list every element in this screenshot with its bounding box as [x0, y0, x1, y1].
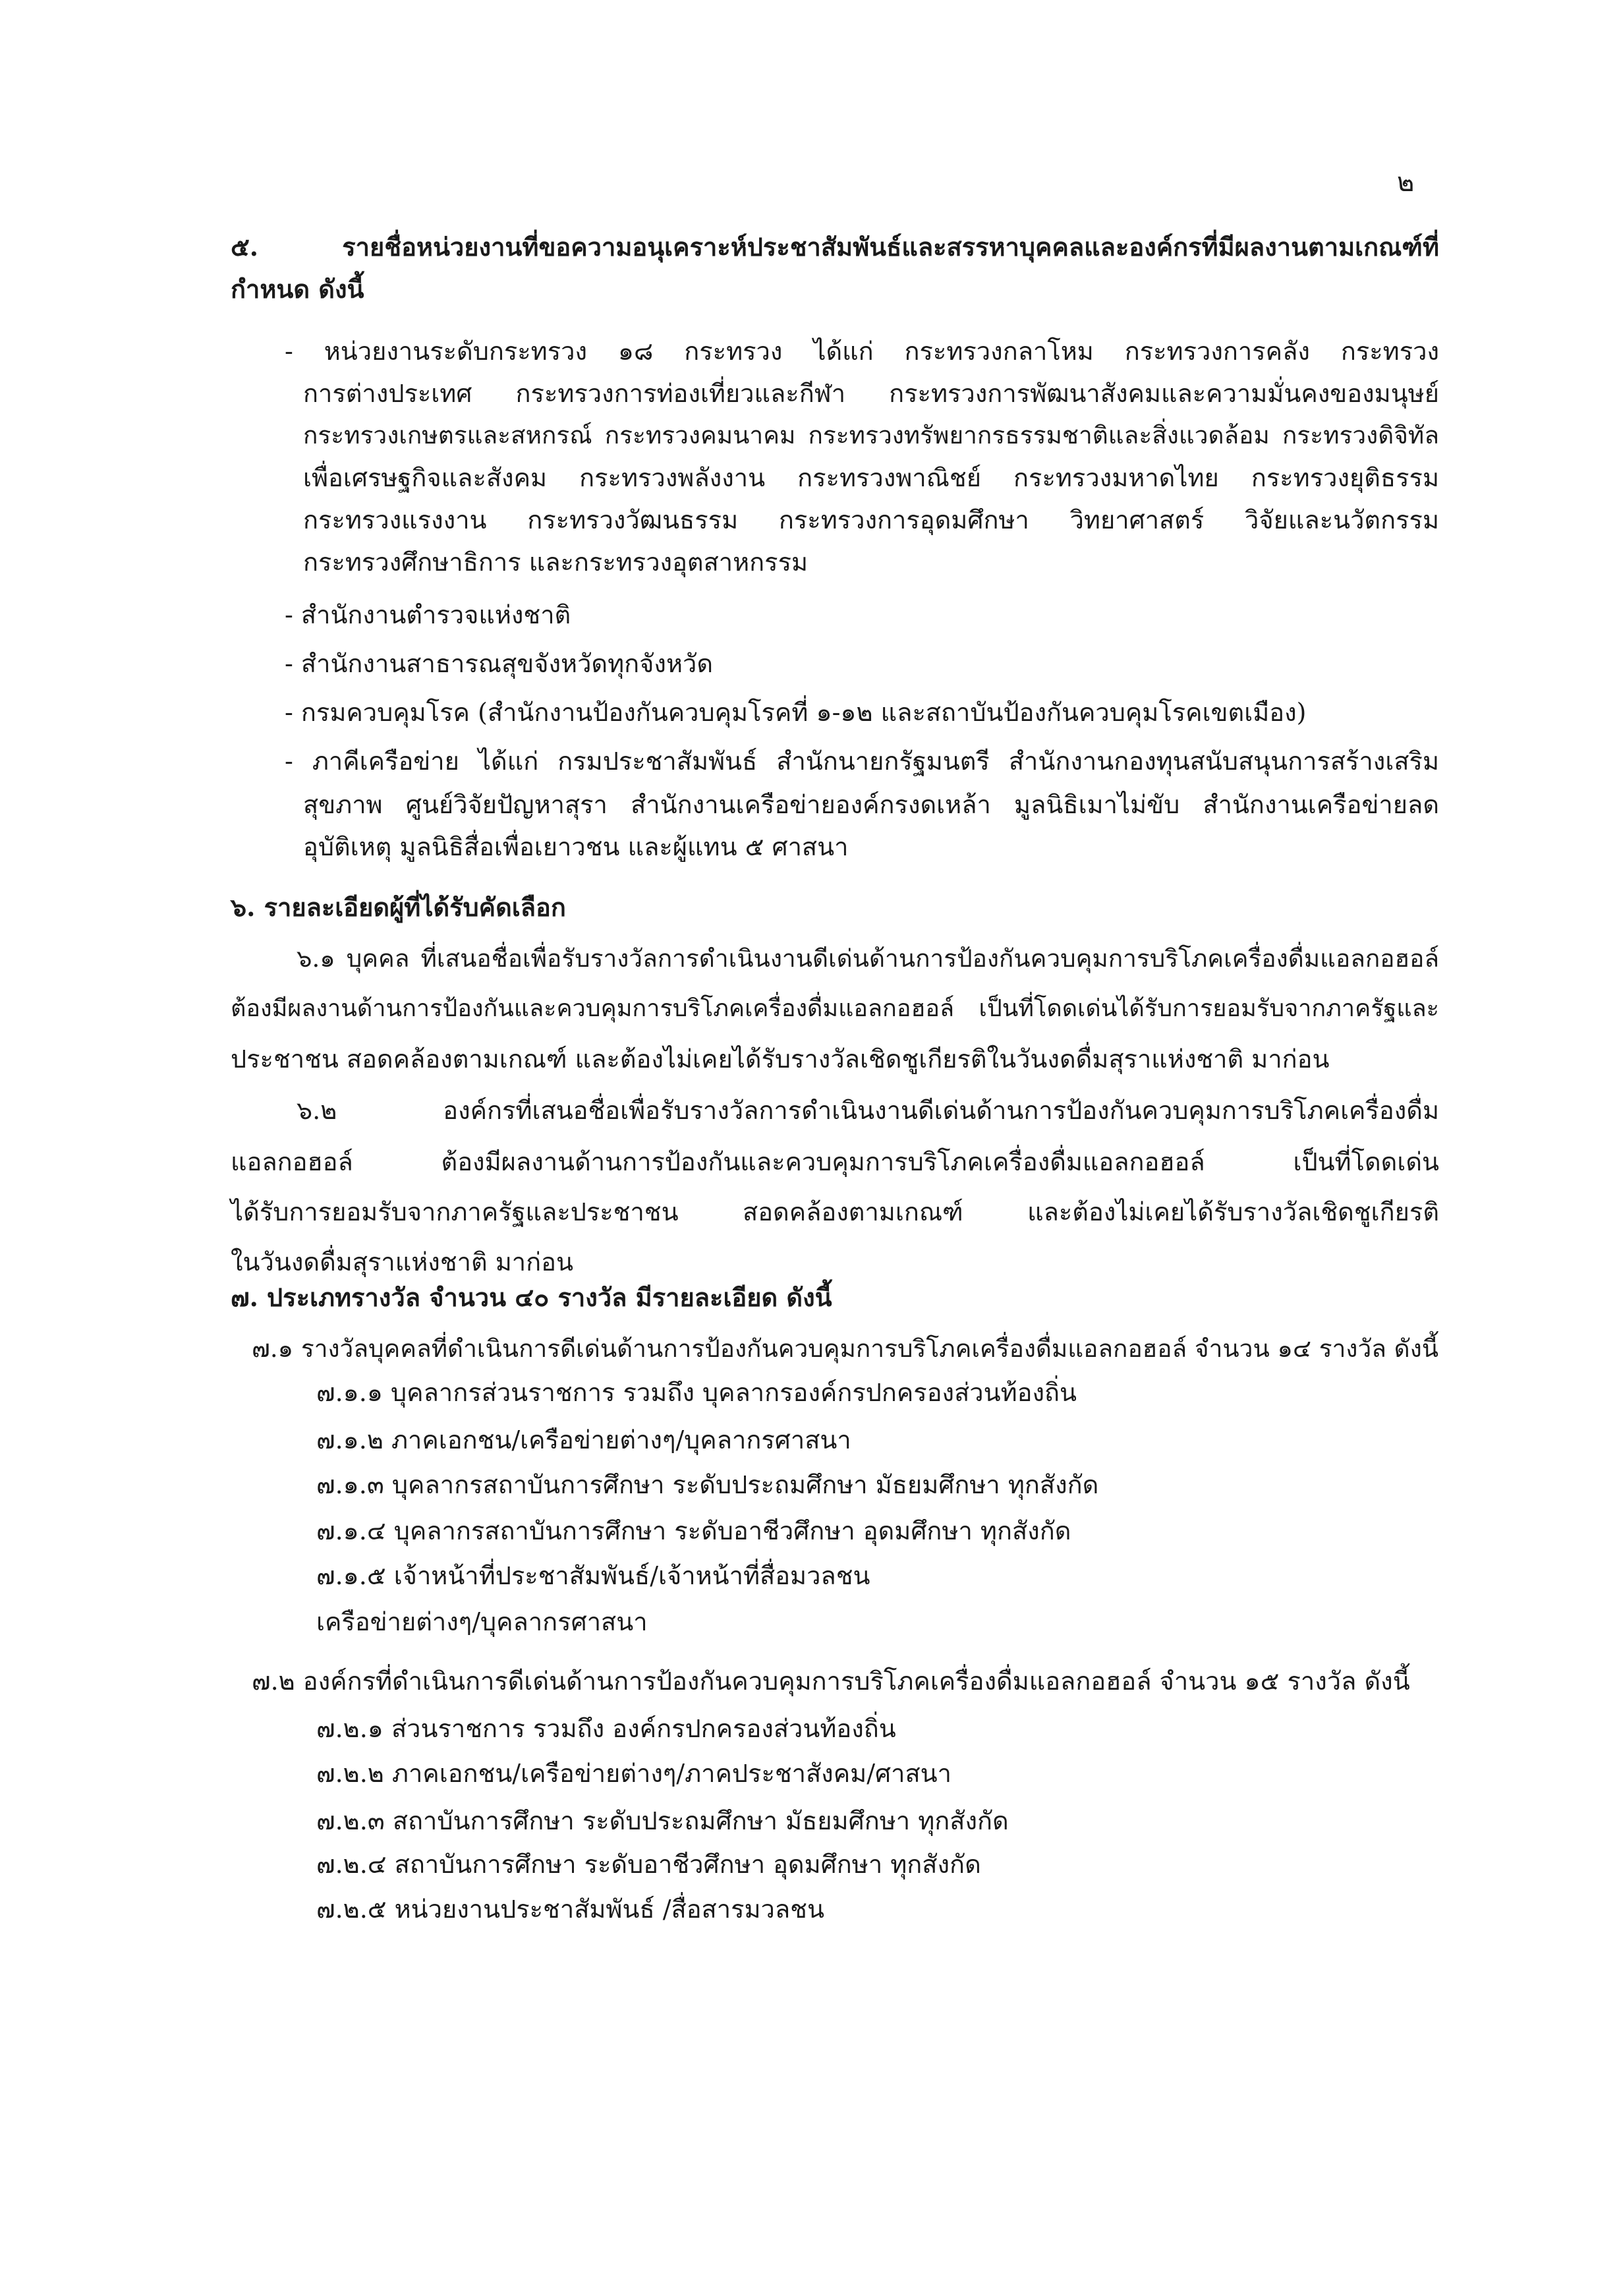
sec5-bullet-network-line1: - ภาคีเครือข่าย ได้แก่ กรมประชาสัมพันธ์ สำนักนายกรัฐมนตรี สำนักงานกองทุนสนับสนุนการสร้างเสริม — [285, 747, 1439, 776]
page-number: ๒ — [1397, 167, 1415, 198]
sec7-1-heading: ๗.๑ รางวัลบุคคลที่ดำเนินการดีเด่นด้านการป้องกันควบคุมการบริโภคเครื่องดื่มแอลกอฮอล์ จำนวน ๑๔ รางวัล ดังนี้ — [252, 1335, 1439, 1363]
sec5-heading-line2: กำหนด ดังนี้ — [231, 274, 364, 304]
sec6-p1-line2: ต้องมีผลงานด้านการป้องกันและควบคุมการบริโภคเครื่องดื่มแอลกอฮอล์ เป็นที่โดดเด่นได้รับการยอมรับจากภาครัฐและ — [231, 995, 1439, 1022]
sec5-bullet-ministries-line2: การต่างประเทศ กระทรวงการท่องเที่ยวและกีฬา กระทรวงการพัฒนาสังคมและความมั่นคงของมนุษย์ — [303, 379, 1439, 408]
sec7-1-item: ๗.๑.๒ ภาคเอกชน/เครือข่ายต่างๆ/บุคลากรศาสนา — [316, 1425, 851, 1454]
sec7-1-item: ๗.๑.๑ บุคลากรส่วนราชการ รวมถึง บุคลากรองค์กรปกครองส่วนท้องถิ่น — [316, 1378, 1077, 1407]
sec5-bullet-network-line2: สุขภาพ ศูนย์วิจัยปัญหาสุรา สำนักงานเครือข่ายองค์กรงดเหล้า มูลนิธิเมาไม่ขับ สำนักงานเครือข่ายลด — [303, 790, 1439, 819]
sec6-p2-line3: ได้รับการยอมรับจากภาครัฐและประชาชน สอดคล้องตามเกณฑ์ และต้องไม่เคยได้รับรางวัลเชิดชูเกียรติ — [231, 1197, 1439, 1226]
sec5-bullet-ministries-line1: - หน่วยงานระดับกระทรวง ๑๘ กระทรวง ได้แก่ กระทรวงกลาโหม กระทรวงการคลัง กระทรวง — [285, 337, 1439, 366]
sec6-heading: ๖. รายละเอียดผู้ที่ได้รับคัดเลือก — [231, 892, 566, 922]
sec7-1-item: ๗.๑.๔ บุคลากรสถาบันการศึกษา ระดับอาชีวศึกษา อุดมศึกษา ทุกสังกัด — [316, 1516, 1071, 1545]
sec5-bullet-ministries-line6: กระทรวงศึกษาธิการ และกระทรวงอุตสาหกรรม — [303, 548, 809, 577]
sec7-1-item: ๗.๑.๕ เจ้าหน้าที่ประชาสัมพันธ์/เจ้าหน้าที่สื่อมวลชน — [316, 1561, 870, 1590]
sec7-1-item: ๗.๑.๓ บุคลากรสถาบันการศึกษา ระดับประถมศึกษา มัธยมศึกษา ทุกสังกัด — [316, 1470, 1099, 1499]
sec7-2-heading: ๗.๒ องค์กรที่ดำเนินการดีเด่นด้านการป้องกันควบคุมการบริโภคเครื่องดื่มแอลกอฮอล์ จำนวน ๑๕ รางวัล ดังนี้ — [252, 1667, 1410, 1696]
sec5-bullet-ministries-line4: เพื่อเศรษฐกิจและสังคม กระทรวงพลังงาน กระทรวงพาณิชย์ กระทรวงมหาดไทย กระทรวงยุติธรรม — [303, 463, 1439, 492]
sec5-heading-line1: ๕. รายชื่อหน่วยงานที่ขอความอนุเคราะห์ประชาสัมพันธ์และสรรหาบุคคลและองค์กรที่มีผลงานตามเกณฑ์ที่ — [231, 232, 1439, 262]
sec5-bullet-disease-control: - กรมควบคุมโรค (สำนักงานป้องกันควบคุมโรคที่ ๑-๑๒ และสถาบันป้องกันควบคุมโรคเขตเมือง) — [285, 698, 1307, 727]
sec5-bullet-police: - สำนักงานตำรวจแห่งชาติ — [285, 600, 571, 629]
sec6-p2-line4: ในวันงดดื่มสุราแห่งชาติ มาก่อน — [231, 1248, 573, 1277]
sec7-1-item-continuation: เครือข่ายต่างๆ/บุคลากรศาสนา — [316, 1607, 648, 1636]
sec7-heading: ๗. ประเภทรางวัล จำนวน ๔๐ รางวัล มีรายละเอียด ดังนี้ — [231, 1282, 832, 1312]
sec6-p2-line2: แอลกอฮอล์ ต้องมีผลงานด้านการป้องกันและควบคุมการบริโภคเครื่องดื่มแอลกอฮอล์ เป็นที่โดดเด่น — [231, 1147, 1439, 1176]
sec7-2-item: ๗.๒.๒ ภาคเอกชน/เครือข่ายต่างๆ/ภาคประชาสังคม/ศาสนา — [316, 1759, 952, 1788]
sec7-2-item: ๗.๒.๑ ส่วนราชการ รวมถึง องค์กรปกครองส่วนท้องถิ่น — [316, 1714, 896, 1743]
sec6-p1-line1: ๖.๑ บุคคล ที่เสนอชื่อเพื่อรับรางวัลการดำเนินงานดีเด่นด้านการป้องกันควบคุมการบริโภคเครื่องดื่มแอลกอฮอล์ — [297, 944, 1439, 973]
sec6-p2-line1: ๖.๒ องค์กรที่เสนอชื่อเพื่อรับรางวัลการดำเนินงานดีเด่นด้านการป้องกันควบคุมการบริโภคเครื่องดื่ม — [297, 1096, 1439, 1125]
sec6-p1-line3: ประชาชน สอดคล้องตามเกณฑ์ และต้องไม่เคยได้รับรางวัลเชิดชูเกียรติในวันงดดื่มสุราแห่งชาติ มาก่อน — [231, 1045, 1330, 1074]
sec7-2-item: ๗.๒.๔ สถาบันการศึกษา ระดับอาชีวศึกษา อุดมศึกษา ทุกสังกัด — [316, 1850, 981, 1879]
sec5-bullet-network-line3: อุบัติเหตุ มูลนิธิสื่อเพื่อเยาวชน และผู้แทน ๕ ศาสนา — [303, 832, 849, 861]
sec5-bullet-ministries-line3: กระทรวงเกษตรและสหกรณ์ กระทรวงคมนาคม กระทรวงทรัพยากรธรรมชาติและสิ่งแวดล้อม กระทรวงดิจิทัล — [303, 421, 1439, 449]
sec7-2-item: ๗.๒.๓ สถาบันการศึกษา ระดับประถมศึกษา มัธยมศึกษา ทุกสังกัด — [316, 1806, 1009, 1835]
sec5-bullet-ministries-line5: กระทรวงแรงงาน กระทรวงวัฒนธรรม กระทรวงการอุดมศึกษา วิทยาศาสตร์ วิจัยและนวัตกรรม — [303, 505, 1439, 534]
sec7-2-item: ๗.๒.๕ หน่วยงานประชาสัมพันธ์ /สื่อสารมวลชน — [316, 1895, 824, 1924]
sec5-bullet-public-health: - สำนักงานสาธารณสุขจังหวัดทุกจังหวัด — [285, 649, 714, 678]
